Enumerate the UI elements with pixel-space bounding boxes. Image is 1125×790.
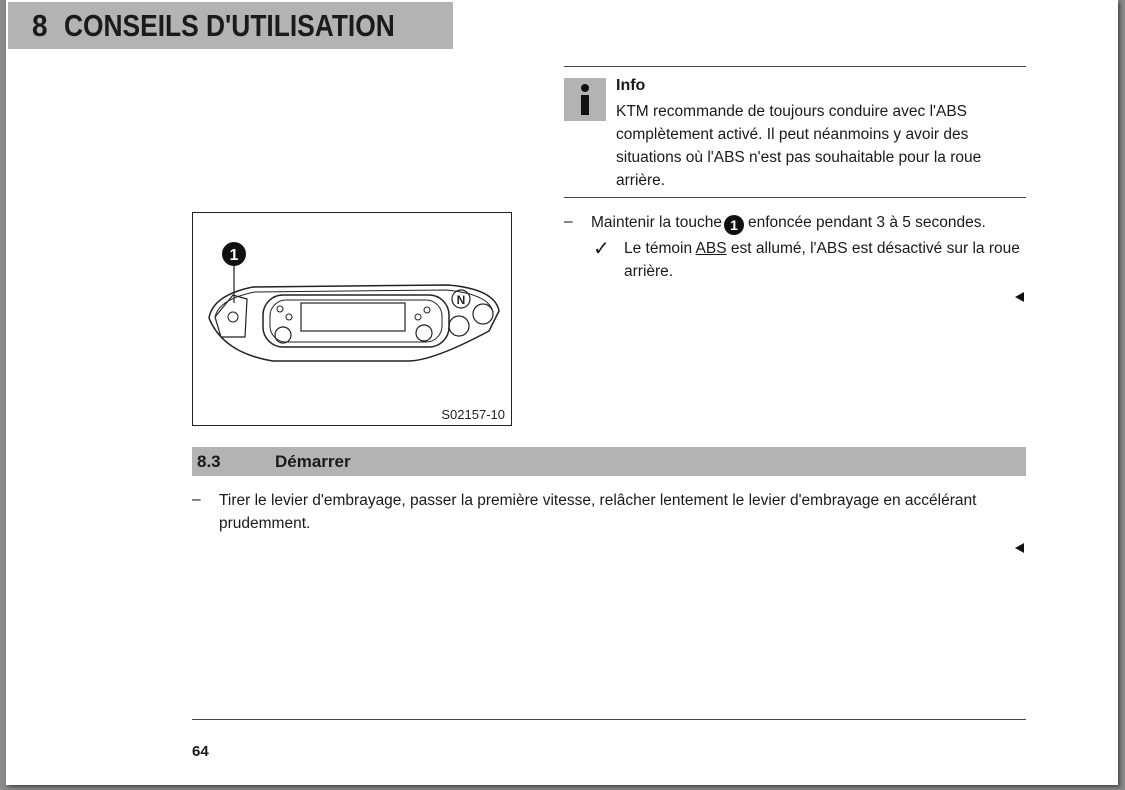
section-title: Démarrer: [275, 451, 351, 471]
abs-indicator-label: ABS: [695, 240, 727, 257]
chapter-header: [8, 2, 453, 49]
section-step-dash: –: [192, 491, 201, 508]
section-header: [192, 447, 1026, 476]
info-title: Info: [616, 77, 646, 94]
manual-page: [6, 0, 1118, 785]
step-dash: –: [564, 213, 573, 230]
section-number: 8.3: [197, 451, 221, 471]
end-marker-icon: [1015, 543, 1024, 553]
chapter-number: 8: [32, 7, 48, 43]
figure-caption: S02157-10: [441, 407, 505, 422]
abs-step-result: [624, 237, 1024, 283]
abs-step-text-after: enfoncée pendant 3 à 5 secondes.: [747, 214, 986, 231]
page-number: 64: [192, 743, 209, 760]
chapter-title: CONSEILS D'UTILISATION: [63, 7, 395, 43]
svg-text:N: N: [456, 293, 466, 307]
section-step-text: Tirer le levier d'embrayage, passer la première vitesse, relâcher lentement le levier d'embrayage en accélérant prudemment.: [219, 492, 977, 532]
result-text-before: Le témoin: [624, 240, 693, 257]
info-icon: [564, 78, 606, 121]
instrument-cluster-illustration: [193, 213, 511, 425]
info-box: [564, 66, 1026, 198]
abs-step-callout: 1: [724, 215, 744, 235]
check-mark-icon: ✓: [593, 238, 610, 260]
dashboard-figure: [192, 212, 512, 426]
figure-callout: 1: [229, 247, 239, 264]
footer-rule: [192, 719, 1026, 720]
end-marker-icon: [1015, 292, 1024, 302]
abs-step: [591, 211, 1031, 235]
result-text-after: est allumé, l'ABS est désactivé sur la roue arrière.: [624, 240, 1020, 280]
info-text: KTM recommande de toujours conduire avec l'ABS complètement activé. Il peut néanmoins y avoir des situations où l'ABS n'est pas souhaitable pour la roue arrière.: [616, 103, 982, 189]
abs-step-text-before: Maintenir la touche: [591, 214, 722, 231]
